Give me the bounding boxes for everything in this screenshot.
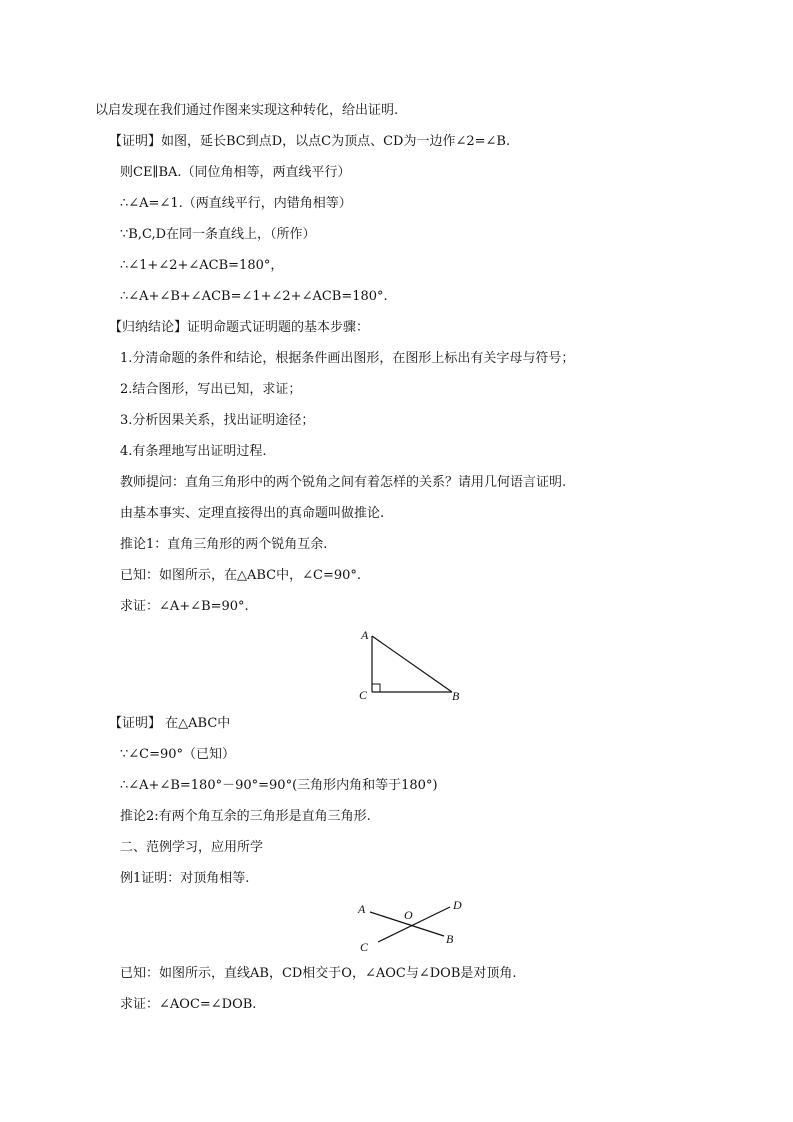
text-line-3: 则CE∥BA.（同位角相等，两直线平行） [120, 165, 351, 180]
given-2: 已知：如图所示，直线AB，CD相交于O，∠AOC与∠DOB是对顶角. [120, 966, 517, 981]
vertical-angles-figure [352, 896, 472, 956]
conclusion-heading: 【归纳结论】证明命题式证明题的基本步骤： [109, 320, 370, 335]
example-1: 例1证明：对顶角相等. [120, 871, 250, 886]
step-4: 4.有条理地写出证明过程. [120, 444, 267, 459]
step-1: 1.分清命题的条件和结论，根据条件画出图形，在图形上标出有关字母与符号； [120, 351, 575, 366]
proof-2-line-1: ∵∠C=90°（已知） [120, 747, 236, 762]
step-3: 3.分析因果关系，找出证明途径； [120, 413, 315, 428]
prove-1: 求证：∠A+∠B=90°. [120, 599, 249, 614]
point-label-b: B [446, 932, 454, 946]
point-label-a: A [358, 902, 366, 916]
proof-heading-line: 【证明】如图，延长BC到点D，以点C为顶点、CD为一边作∠2=∠B. [109, 134, 511, 149]
text-line-1: 以启发现在我们通过作图来实现这种转化，给出证明. [95, 103, 399, 118]
vertex-label-a: A [361, 628, 369, 642]
text-line-7: ∴∠A+∠B+∠ACB=∠1+∠2+∠ACB=180°. [120, 289, 388, 304]
given-1: 已知：如图所示，在△ABC中，∠C=90°. [120, 568, 362, 583]
vertex-label-b: B [452, 689, 460, 703]
text-line-6: ∴∠1+∠2+∠ACB=180°， [120, 258, 284, 273]
proof-2-line-2: ∴∠A+∠B=180°－90°=90°(三角形内角和等于180°) [120, 778, 438, 793]
proof-2-heading: 【证明】 在△ABC中 [109, 716, 231, 731]
corollary-definition: 由基本事实、定理直接得出的真命题叫做推论. [120, 506, 385, 521]
corollary-1: 推论1：直角三角形的两个锐角互余. [120, 537, 328, 552]
text-line-4: ∴∠A=∠1.（两直线平行，内错角相等） [120, 196, 352, 211]
point-label-c: C [360, 940, 369, 954]
section-heading: 二、范例学习，应用所学 [120, 840, 264, 855]
teacher-question: 教师提问：直角三角形中的两个锐角之间有着怎样的关系？请用几何语言证明. [120, 475, 567, 490]
prove-2: 求证：∠AOC=∠DOB. [120, 997, 257, 1012]
point-label-o: O [404, 908, 413, 922]
vertex-label-c: C [359, 688, 368, 702]
step-2: 2.结合图形，写出已知，求证； [120, 382, 302, 397]
point-label-d: D [453, 898, 462, 912]
right-triangle-figure [352, 626, 472, 706]
right-angle-mark [372, 684, 380, 692]
text-line-5: ∵B,C,D在同一条直线上，（所作） [120, 227, 316, 242]
side-ab [372, 636, 452, 692]
corollary-2: 推论2:有两个角互余的三角形是直角三角形. [120, 809, 371, 824]
line-cd [378, 907, 450, 942]
